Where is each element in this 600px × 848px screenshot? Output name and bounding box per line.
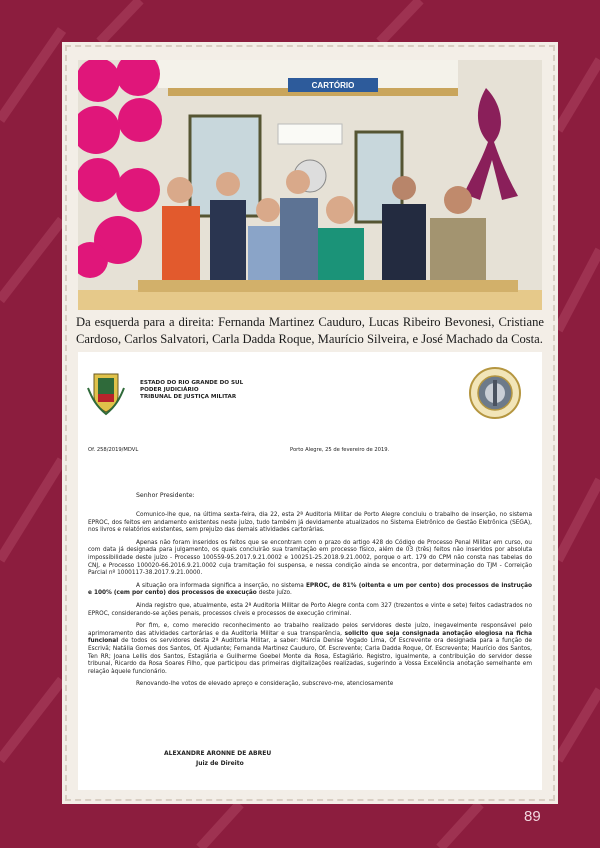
letterhead-line: PODER JUDICIÁRIO bbox=[140, 387, 199, 393]
letter-paragraph: Renovando-lhe votos de elevado apreço e consideração, subscrevo-me, atenciosamente bbox=[136, 681, 394, 688]
text-segment: Por fim, e, como merecido reconhecimento ao trabalho realizado pelos servidores deste juízo, inegavelmente responsável pelo aprimoramento das atividades cartorárias e da Auditoria Militar e sua transparência, bbox=[88, 623, 532, 637]
signer-title: Juiz de Direito bbox=[196, 760, 244, 767]
letter-paragraph: Comunico-lhe que, na última sexta-feira, dia 22, esta 2ª Auditoria Militar de Porto Alegre concluiu o trabalho de inserção, no sistema EPROC, dos feitos em andamento existentes neste juízo, tudo também já devidamente atualizados no Sistema Eletrônico de Gestão Eletrônica (SEGA), nos livros e relatórios existentes, sem prejuízo das demais atividades cartorárias. bbox=[88, 512, 532, 534]
letter-salutation: Senhor Presidente: bbox=[136, 492, 195, 499]
letterhead-line: ESTADO DO RIO GRANDE DO SUL bbox=[140, 380, 244, 386]
page-number: 89 bbox=[524, 808, 541, 825]
cartorio-sign: CARTÓRIO bbox=[311, 81, 355, 90]
letter-body bbox=[88, 512, 532, 694]
letter-date: Porto Alegre, 25 de fevereiro de 2019. bbox=[290, 447, 390, 453]
letterhead-line: TRIBUNAL DE JUSTIÇA MILITAR bbox=[140, 394, 237, 400]
text-segment: A situação ora informada significa a inserção, no sistema bbox=[136, 582, 306, 589]
letterhead bbox=[140, 380, 243, 401]
letter-paragraph bbox=[88, 583, 532, 598]
letter-paragraph: Apenas não foram inseridos os feitos que se encontram com o prazo do artigo 428 do Código de Processo Penal Militar em curso, ou com data já designada para julgamento, os quais concluirão sua tramitação em processo físico, além de 03 (três) feitos não inseridos por absoluta impossibilidade deste juízo - Processo 100559-95.2017.9.21.0002 e 100251-25.2018.9.21.0002, porque o art. 179 do CPM não consta nas tabelas do CNJ, e Processo 100020-66.2016.9.21.0002 cuja tramitação foi suspensa, e nessa condição ainda se encontra, por determinação do TJM - Correição Parcial nº 1000117-38.2017.9.21.0000. bbox=[88, 539, 532, 577]
content-card bbox=[62, 42, 558, 804]
text-segment: deste juízo. bbox=[256, 590, 292, 597]
military-court-seal-icon bbox=[468, 366, 522, 420]
team-photo bbox=[78, 60, 542, 310]
letter-paragraph: Ainda registro que, atualmente, esta 2ª Auditoria Militar de Porto Alegre conta com 327 (trezentos e vinte e sete) feitos cadastrados no EPROC, considerando-se ações penais, processos cíveis e processos de execução criminal. bbox=[88, 602, 532, 617]
bold-segment: EPROC, de 81% (oitenta e um por cento) dos processos de instrução e 100% (cem por cento) dos processos de execução bbox=[88, 582, 532, 597]
photo-caption: Da esquerda para a direita: Fernanda Martinez Cauduro, Lucas Ribeiro Bevonesi, Cristiane Cardoso, Carlos Salvatori, Carla Dadda Roque, Maurício Silveira, e José Machado da Costa. bbox=[76, 315, 544, 346]
official-letter bbox=[78, 352, 542, 790]
signer-name: ALEXANDRE ARONNE DE ABREU bbox=[164, 750, 272, 757]
text-segment: de todos os servidores desta 2ª Auditoria Militar, a saber: Márcia Denise Vogado Lima, Of Escrevente ora designada para a função de Escrivã; Natália Gomes dos Santos, Of. Ajudante; Fernanda Martinez Cauduro, Of. Escrevente; Carla Dadda Roque, Of. Escrevente; Maurício dos Santos, Ten RR; Joana Lellis dos Santos, Estagiária e Guilherme Goebel Monte da Rosa, Estagiário. Registro, igualmente, a contribuição do servidor desse tribunal, Ricardo da Rosa Soares Filho, que participou das primeiras digitalizações realizadas, sugerindo a Vossa Excelência anotação semelhante em relação àquele funcionário. bbox=[88, 638, 532, 675]
letter-reference: Of. 258/2019/MDVL bbox=[88, 447, 139, 453]
state-crest-icon bbox=[86, 368, 126, 416]
bold-segment: solicito que seja consignada anotação elogiosa na ficha funcional bbox=[88, 630, 532, 645]
letter-paragraph bbox=[88, 623, 532, 676]
